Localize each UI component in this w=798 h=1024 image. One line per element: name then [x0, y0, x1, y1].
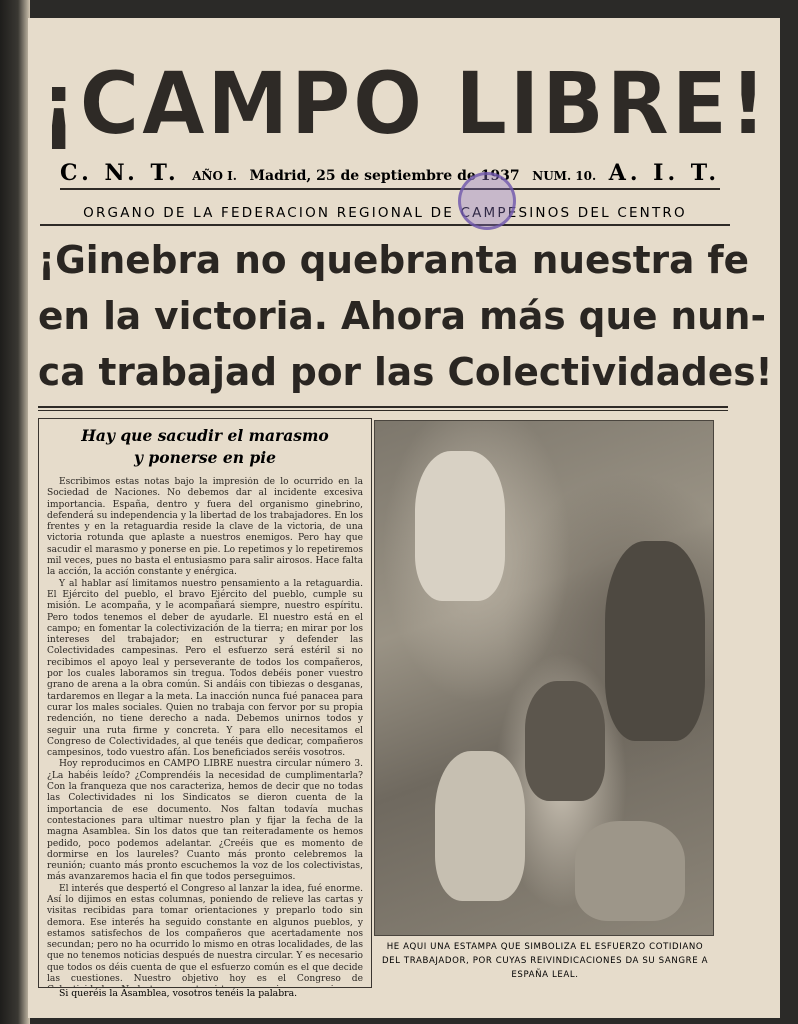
masthead-info-row	[60, 160, 720, 190]
photo-figure	[435, 751, 525, 901]
masthead-title: ¡CAMPO LIBRE!	[40, 54, 769, 155]
ait-label: A. I. T.	[608, 160, 720, 186]
headline-line: ¡Ginebra no quebranta nuestra fe	[38, 238, 750, 282]
masthead-subtitle: ORGANO DE LA FEDERACION REGIONAL DE CAMPESINOS DEL CENTRO	[40, 200, 730, 226]
issue-date: Madrid, 25 de septiembre de 1937	[249, 168, 520, 184]
headline-line: ca trabajad por las Colectividades!	[38, 350, 773, 394]
article-body	[47, 477, 363, 987]
article-closing: Si queréis la Asamblea, vosotros tenéis la palabra.	[59, 988, 298, 999]
binding-edge	[0, 0, 30, 1024]
photo-figure	[575, 821, 685, 921]
article-paragraph: Hoy reproducimos en CAMPO LIBRE nuestra circular número 3. ¿La habéis leído? ¿Comprendéis la necesidad de cumplimentarla? Con la franqueza que nos caracteriza, hemos de decir que no todas las Colectividades ni los Sindicatos se dieron cuenta de la importancia de ese documento. Nos faltan todavía muchas contestaciones para ultimar nuestro plan y fijar la fecha de la magna Asamblea. Sin los datos que tan reiteradamente os hemos pedido, poco podemos adelantar. ¿Creéis que es momento de dormirse en los laureles? Cuanto más pronto celebremos la reunión; cuanto más pronto escuchemos la voz de los colectivistas, más avanzaremos hacia el fin que todos perseguimos.	[47, 759, 363, 883]
photo-figure	[525, 681, 605, 801]
photo-caption: HE AQUI UNA ESTAMPA QUE SIMBOLIZA EL ESFUERZO COTIDIANO DEL TRABAJADOR, POR CUYAS REIVINDICACIONES DA SU SANGRE A ESPAÑA LEAL.	[381, 942, 709, 980]
article-paragraph: El interés que despertó el Congreso al lanzar la idea, fué enorme. Así lo dijimos en estas columnas, poniendo de relieve las cartas y visitas recibidas para tomar orientaciones y preparlo todo sin demora. Ese interés ha seguido constante en algunos pueblos, y estamos satisfechos de los compañeros que acertadamente nos secundan; pero no ha ocurrido lo mismo en otras localidades, de las que no tenemos noticias después de nuestra circular. Y es necesario que todos os déis cuenta de que el esfuerzo común es el que decide las cuestiones. Nuestro objetivo hoy es el Congreso de	[47, 883, 363, 985]
article-title	[47, 425, 363, 469]
issue-number: NUM. 10.	[532, 169, 597, 183]
article-title-line: Hay que sacudir el marasmo	[81, 426, 329, 445]
photo-figure	[415, 451, 505, 601]
photo-figure	[605, 541, 705, 741]
main-headline	[38, 232, 773, 402]
cnt-label: C. N. T.	[60, 160, 180, 186]
article-title-line: y ponerse en pie	[134, 448, 276, 467]
year-label: AÑO I.	[192, 169, 237, 183]
worker-photo	[374, 420, 714, 936]
headline-divider	[38, 406, 728, 411]
article-paragraph: Y al hablar así limitamos nuestro pensamiento a la retaguardia. El Ejército del pueblo, el bravo Ejército del pueblo, cumple su misión. Le acompaña, y le acompañará siempre, nuestro espíritu. Pero todos tenemos el deber de ayudarle. El nuestro está en el campo; en fomentar la colectivización de la tierra; en mirar por los intereses del trabajador; en estructurar y defender las Colectividades campesinas. Pero el esfuerzo será estéril si no recibimos el apoyo leal y perseverante de todos los compañeros, por los cuales laboramos sin tregua. Todos debéis poner vuestro grano de arena a la obra común. Si andáis con tibiezas o desganas, tardaremos en llegar a la meta. La inacción nunca fué panacea para curar los males sociales. Quien no trabaja con fervor por su propia redención, no tiene derecho a nada. Debemos unirnos todos y seguir una ruta firme y concreta. Y para ello necesitamos el Congreso de Colectividades, al que tenéis que dedicar, compañeros campesinos, todo vuestro afán. Los beneficiados seréis vosotros.	[47, 578, 363, 759]
article-box	[38, 418, 372, 999]
article-paragraph: Escribimos estas notas bajo la impresión de lo ocurrido en la Sociedad de Naciones. No debemos dar al incidente excesiva importancia. España, dentro y fuera del organismo ginebrino, defenderá su independencia y la libertad de los trabajadores. En los frentes y en la retaguardia reside la clave de la victoria, de una victoria rotunda que aplaste a nuestros enemigos. Pero hay que sacudir el marasmo y ponerse en pie. Lo repetimos y lo repetiremos mil veces, pues no basta el entusiasmo para salir airosos. Hace falta la acción, la acción constante y enérgica.	[47, 477, 363, 578]
library-stamp-icon	[458, 172, 516, 230]
headline-line: en la victoria. Ahora más que nun-	[38, 294, 766, 338]
